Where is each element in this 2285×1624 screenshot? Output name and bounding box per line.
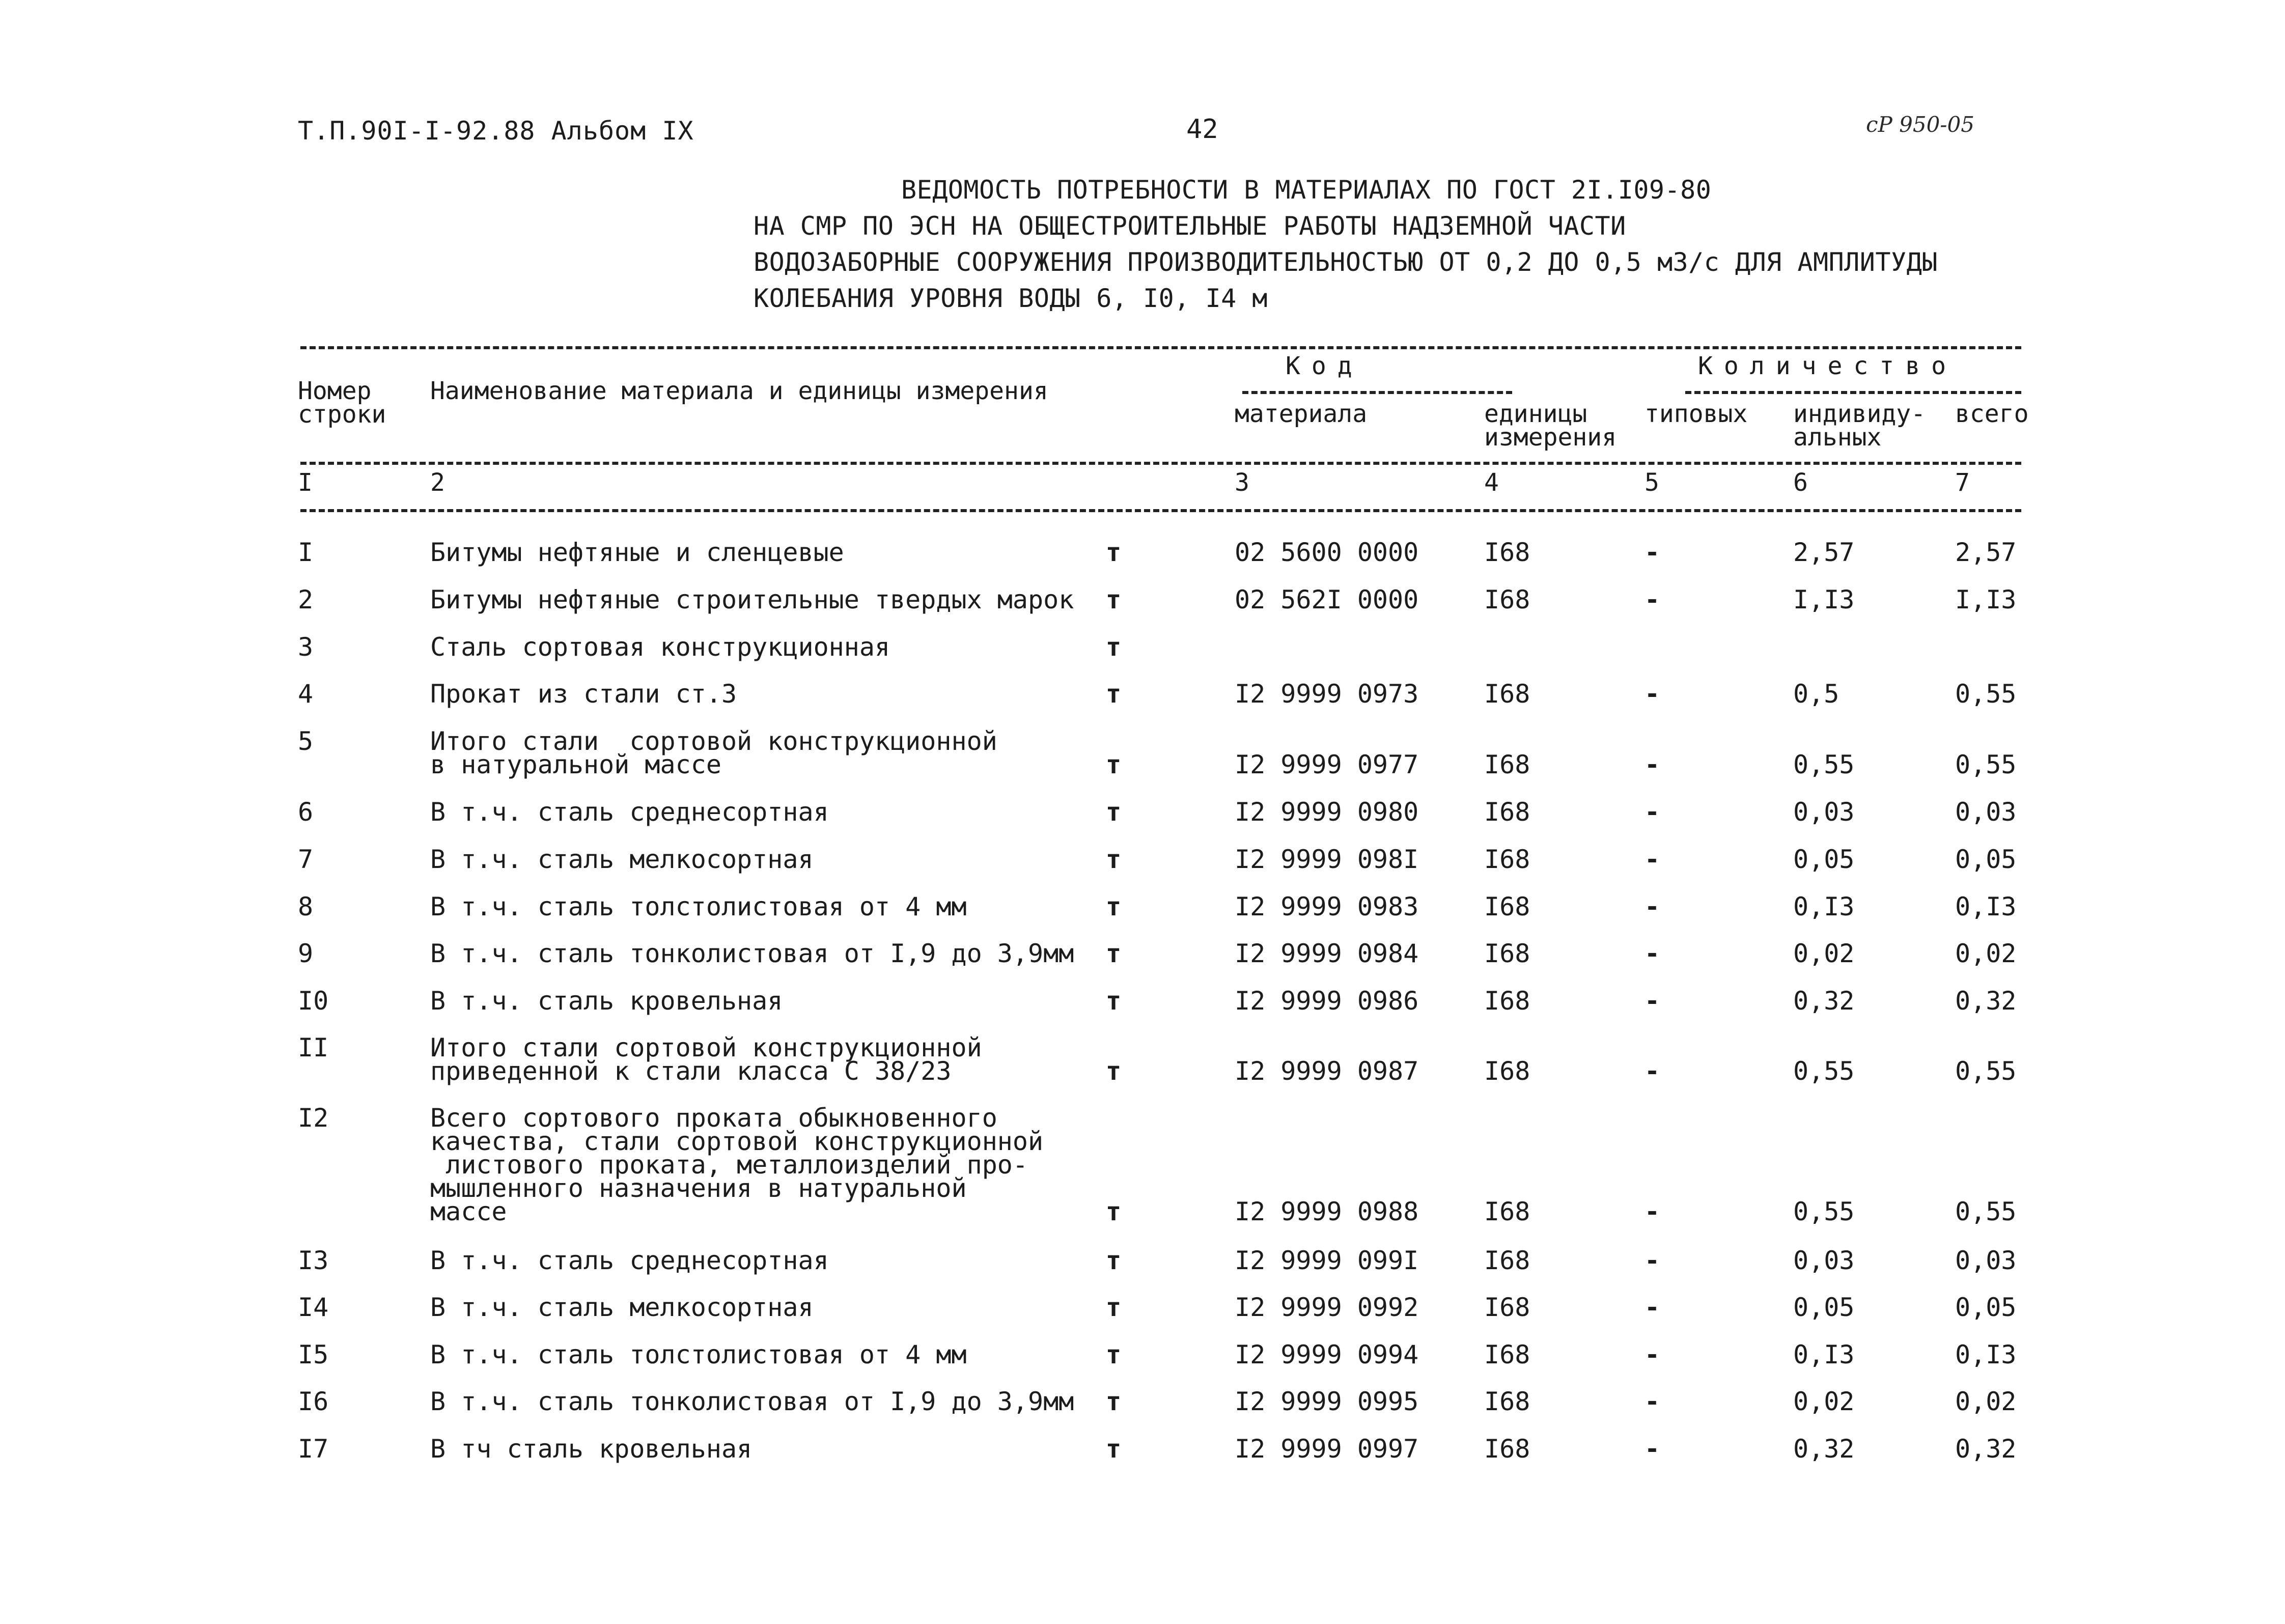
row-number: 6	[298, 797, 314, 827]
qty-typical: -	[1645, 892, 1660, 921]
material-name	[430, 1246, 829, 1275]
column-index-6: 6	[1793, 468, 1808, 497]
header-code-group: Код	[1286, 352, 1363, 380]
qty-typical: -	[1645, 1197, 1660, 1226]
table-rule-top	[300, 346, 2021, 349]
qty-individual: 0,I3	[1793, 1340, 1855, 1369]
qty-typical: -	[1645, 1434, 1660, 1464]
unit-code: I68	[1484, 538, 1530, 567]
unit-of-measure: т	[1106, 1293, 1122, 1322]
unit-code: I68	[1484, 986, 1530, 1016]
unit-code: I68	[1484, 845, 1530, 874]
unit-of-measure: т	[1106, 1056, 1122, 1086]
material-name	[430, 986, 783, 1016]
qty-typical: -	[1645, 1056, 1660, 1086]
material-name-line: Сталь сортовая конструкционная	[430, 632, 890, 662]
material-name	[430, 679, 737, 709]
row-number: 4	[298, 679, 314, 709]
row-number: 3	[298, 632, 314, 662]
material-name-line: Итого стали сортовой конструкционной	[430, 726, 997, 756]
column-index-1: I	[298, 468, 313, 497]
material-name	[430, 726, 997, 779]
material-name-line: В т.ч. сталь мелкосортная	[430, 845, 814, 874]
qty-total: 0,55	[1955, 679, 2017, 709]
qty-individual: 0,I3	[1793, 892, 1855, 921]
qty-individual: 0,03	[1793, 1246, 1855, 1275]
row-number: I4	[298, 1293, 329, 1322]
unit-of-measure: т	[1106, 797, 1122, 827]
unit-code: I68	[1484, 1056, 1530, 1086]
column-index-7: 7	[1955, 468, 1970, 497]
material-code: I2 9999 098I	[1235, 845, 1419, 874]
material-name	[430, 1340, 967, 1369]
row-number: I0	[298, 986, 329, 1016]
material-name-line: Прокат из стали ст.3	[430, 679, 737, 709]
code-group-rule	[1242, 391, 1512, 394]
title-line-2: НА СМР ПО ЭСН НА ОБЩЕСТРОИТЕЛЬНЫЕ РАБОТЫ НАДЗЕМНОЙ ЧАСТИ	[754, 211, 1626, 241]
table-rule-index	[300, 509, 2021, 512]
unit-of-measure: т	[1106, 585, 1122, 614]
qty-typical: -	[1645, 1246, 1660, 1275]
qty-group-rule	[1685, 391, 2021, 394]
qty-typical: -	[1645, 750, 1660, 779]
unit-code: I68	[1484, 939, 1530, 968]
column-index-4: 4	[1484, 468, 1499, 497]
material-name-line: листового проката, металлоизделий про-	[430, 1150, 1028, 1180]
row-number: 7	[298, 845, 314, 874]
row-number: 9	[298, 939, 314, 968]
unit-code: I68	[1484, 1434, 1530, 1464]
header-code-unit: единицы измерения	[1484, 400, 1617, 452]
unit-of-measure: т	[1106, 1197, 1122, 1226]
qty-individual: 0,05	[1793, 1293, 1855, 1322]
material-code: I2 9999 0987	[1235, 1056, 1419, 1086]
material-code: I2 9999 0988	[1235, 1197, 1419, 1226]
material-name-line: массе	[430, 1197, 507, 1226]
qty-individual: I,I3	[1793, 585, 1855, 614]
unit-code: I68	[1484, 1387, 1530, 1416]
qty-individual: 2,57	[1793, 538, 1855, 567]
material-code: I2 9999 0983	[1235, 892, 1419, 921]
column-index-2: 2	[430, 468, 445, 497]
material-name	[430, 538, 844, 567]
unit-code: I68	[1484, 1197, 1530, 1226]
title-line-4: КОЛЕБАНИЯ УРОВНЯ ВОДЫ 6, I0, I4 м	[754, 284, 1268, 313]
material-name-line: Итого стали сортовой конструкционной	[430, 1033, 982, 1062]
qty-total: 0,55	[1955, 750, 2017, 779]
qty-total: 0,03	[1955, 1246, 2017, 1275]
material-code: I2 9999 099I	[1235, 1246, 1419, 1275]
material-code: I2 9999 0973	[1235, 679, 1419, 709]
qty-typical: -	[1645, 1293, 1660, 1322]
material-name-line: В т.ч. сталь кровельная	[430, 986, 783, 1016]
material-name-line: Битумы нефтяные строительные твердых марок	[430, 585, 1074, 614]
qty-total: 2,57	[1955, 538, 2017, 567]
qty-typical: -	[1645, 845, 1660, 874]
material-name-line: Битумы нефтяные и сленцевые	[430, 538, 844, 567]
qty-total: 0,05	[1955, 1293, 2017, 1322]
material-name-line: В тч сталь кровельная	[430, 1434, 753, 1464]
qty-individual: 0,02	[1793, 939, 1855, 968]
material-name	[430, 1387, 1074, 1416]
unit-of-measure: т	[1106, 750, 1122, 779]
material-code: I2 9999 0994	[1235, 1340, 1419, 1369]
material-name	[430, 1033, 982, 1086]
qty-typical: -	[1645, 585, 1660, 614]
material-code: I2 9999 0986	[1235, 986, 1419, 1016]
qty-individual: 0,55	[1793, 750, 1855, 779]
qty-individual: 0,55	[1793, 1197, 1855, 1226]
unit-of-measure: т	[1106, 1434, 1122, 1464]
header-qty-group: Количество	[1698, 352, 1957, 380]
material-name-line: приведенной к стали класса С 38/23	[430, 1056, 952, 1086]
qty-individual: 0,03	[1793, 797, 1855, 827]
material-name-line: В т.ч. сталь среднесортная	[430, 1246, 829, 1275]
qty-typical: -	[1645, 986, 1660, 1016]
material-code: I2 9999 0984	[1235, 939, 1419, 968]
material-name	[430, 939, 1074, 968]
unit-code: I68	[1484, 679, 1530, 709]
row-number: II	[298, 1033, 329, 1062]
material-name-line: В т.ч. сталь толстолистовая от 4 мм	[430, 1340, 967, 1369]
unit-code: I68	[1484, 1293, 1530, 1322]
qty-individual: 0,32	[1793, 1434, 1855, 1464]
qty-total: 0,55	[1955, 1056, 2017, 1086]
qty-individual: 0,02	[1793, 1387, 1855, 1416]
unit-of-measure: т	[1106, 679, 1122, 709]
column-index-3: 3	[1235, 468, 1249, 497]
unit-of-measure: т	[1106, 939, 1122, 968]
row-number: 5	[298, 726, 314, 756]
unit-code: I68	[1484, 892, 1530, 921]
unit-code: I68	[1484, 1340, 1530, 1369]
material-code: I2 9999 0977	[1235, 750, 1419, 779]
material-name-line: качества, стали сортовой конструкционной	[430, 1127, 1044, 1156]
unit-code: I68	[1484, 750, 1530, 779]
unit-of-measure: т	[1106, 1246, 1122, 1275]
unit-of-measure: т	[1106, 1387, 1122, 1416]
material-name	[430, 892, 967, 921]
qty-typical: -	[1645, 939, 1660, 968]
table-rule-header	[300, 462, 2021, 465]
qty-individual: 0,05	[1793, 845, 1855, 874]
unit-code: I68	[1484, 1246, 1530, 1275]
material-name	[430, 1293, 814, 1322]
qty-total: 0,32	[1955, 1434, 2017, 1464]
row-number: 2	[298, 585, 314, 614]
qty-total: 0,02	[1955, 1387, 2017, 1416]
qty-total: 0,32	[1955, 986, 2017, 1016]
material-code: I2 9999 0997	[1235, 1434, 1419, 1464]
qty-individual: 0,5	[1793, 679, 1840, 709]
qty-typical: -	[1645, 1387, 1660, 1416]
document-reference: Т.П.90I-I-92.88 Альбом IX	[298, 116, 694, 146]
unit-code: I68	[1484, 797, 1530, 827]
row-number: 8	[298, 892, 314, 921]
qty-total: 0,02	[1955, 939, 2017, 968]
row-number: I3	[298, 1246, 329, 1275]
qty-total: 0,I3	[1955, 1340, 2017, 1369]
material-name-line: мышленного назначения в натуральной	[430, 1173, 967, 1203]
row-number: I7	[298, 1434, 329, 1464]
page-number: 42	[1186, 114, 1218, 145]
material-name-line: В т.ч. сталь тонколистовая от I,9 до 3,9мм	[430, 1387, 1074, 1416]
qty-individual: 0,55	[1793, 1056, 1855, 1086]
unit-of-measure: т	[1106, 538, 1122, 567]
unit-of-measure: т	[1106, 632, 1122, 662]
material-code: 02 5600 0000	[1235, 538, 1419, 567]
material-name	[430, 1434, 753, 1464]
material-name	[430, 845, 814, 874]
handwritten-code: сР 950-05	[1866, 112, 1974, 137]
material-name-line: В т.ч. сталь среднесортная	[430, 797, 829, 827]
material-name	[430, 585, 1074, 614]
row-number: I2	[298, 1103, 329, 1133]
material-name	[430, 632, 890, 662]
header-qty-typical: типовых	[1645, 400, 1748, 428]
material-name-line: Всего сортового проката обыкновенного	[430, 1103, 997, 1133]
unit-of-measure: т	[1106, 1340, 1122, 1369]
qty-total: 0,05	[1955, 845, 2017, 874]
qty-total: 0,03	[1955, 797, 2017, 827]
material-code: I2 9999 0980	[1235, 797, 1419, 827]
qty-total: I,I3	[1955, 585, 2017, 614]
material-name-line: в натуральной массе	[430, 750, 721, 779]
material-name-line: В т.ч. сталь тонколистовая от I,9 до 3,9мм	[430, 939, 1074, 968]
header-material-name: Наименование материала и единицы измерения	[430, 377, 1048, 405]
qty-typical: -	[1645, 797, 1660, 827]
row-number: I6	[298, 1387, 329, 1416]
qty-total: 0,I3	[1955, 892, 2017, 921]
material-name	[430, 1103, 1044, 1226]
material-code: I2 9999 0992	[1235, 1293, 1419, 1322]
material-name	[430, 797, 829, 827]
qty-typical: -	[1645, 538, 1660, 567]
column-index-5: 5	[1645, 468, 1659, 497]
material-name-line: В т.ч. сталь толстолистовая от 4 мм	[430, 892, 967, 921]
material-code: I2 9999 0995	[1235, 1387, 1419, 1416]
qty-individual: 0,32	[1793, 986, 1855, 1016]
material-name-line: В т.ч. сталь мелкосортная	[430, 1293, 814, 1322]
title-line-1: ВЕДОМОСТЬ ПОТРЕБНОСТИ В МАТЕРИАЛАХ ПО ГОСТ 2I.I09-80	[901, 175, 1712, 205]
qty-typical: -	[1645, 1340, 1660, 1369]
header-row-number: Номер строки	[298, 377, 386, 429]
qty-typical: -	[1645, 679, 1660, 709]
unit-of-measure: т	[1106, 986, 1122, 1016]
row-number: I5	[298, 1340, 329, 1369]
header-qty-total: всего	[1955, 400, 2029, 428]
unit-of-measure: т	[1106, 845, 1122, 874]
header-qty-individual: индивиду- альных	[1793, 400, 1926, 452]
qty-total: 0,55	[1955, 1197, 2017, 1226]
unit-code: I68	[1484, 585, 1530, 614]
title-line-3: ВОДОЗАБОРНЫЕ СООРУЖЕНИЯ ПРОИЗВОДИТЕЛЬНОСТЬЮ ОТ 0,2 ДО 0,5 м3/с ДЛЯ АМПЛИТУДЫ	[754, 247, 1938, 277]
material-code: 02 562I 0000	[1235, 585, 1419, 614]
header-code-material: материала	[1235, 400, 1368, 428]
unit-of-measure: т	[1106, 892, 1122, 921]
row-number: I	[298, 538, 314, 567]
document-title	[754, 172, 1938, 317]
